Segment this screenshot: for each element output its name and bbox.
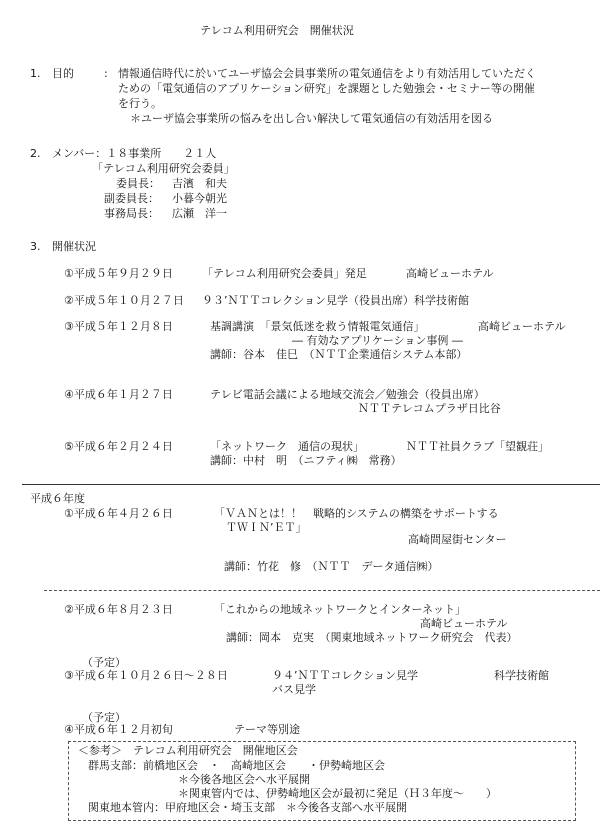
event-speaker: 講師：竹花 修 （ＮＴＴ データ通信㈱） (224, 560, 439, 573)
purpose-line-1: 情報通信時代に於いてユーザ協会会員事業所の電気通信をより有効活用していただく (118, 67, 536, 80)
member-role: 副委員長： (104, 192, 159, 205)
reference-line: 群馬支部：前橋地区会 ・ 高崎地区会 ・伊勢崎地区会 (88, 759, 385, 772)
event-date: ②平成６年８月２３日 (64, 603, 173, 616)
event-text: 「これからの地域ネットワークとインターネット」 (214, 603, 467, 616)
event-date: ②平成５年１０月２７日 (64, 294, 184, 307)
event-subtitle: バス見学 (272, 683, 316, 696)
section-1-label: 目的 (52, 67, 74, 80)
event-place: 高崎ビューホテル (478, 320, 566, 333)
reference-title: ＜参考＞ テレコム利用研究会 開催地区会 (78, 744, 298, 757)
purpose-line-3: を行う。 (118, 97, 162, 110)
member-name: 吉濱 和夫 (172, 177, 227, 190)
event-speaker: 講師：岡本 克実 （関東地域ネットワーク研究会 代表） (226, 631, 518, 644)
reference-note: ＊関東管内では、伊勢崎地区会が最初に発足（Ｈ３年度～ ） (178, 787, 497, 800)
event-place: ＮＴＴ社員クラブ「望観荘」 (406, 440, 549, 453)
event-place: ＮＴＴテレコムプラザ日比谷 (358, 402, 501, 415)
member-role: 委員長： (116, 177, 160, 190)
event-date: ④平成６年１月２７日 (64, 388, 173, 401)
dashed-divider (44, 590, 600, 591)
fiscal-year-label: 平成６年度 (30, 492, 85, 505)
section-1-number: 1. (30, 67, 41, 80)
event-speaker: 講師：中村 明 （ニフティ㈱ 常務） (210, 454, 402, 467)
event-date: ④平成６年１２月初旬 (64, 723, 173, 736)
event-text: テレビ電話会議による地域交流会／勉強会（役員出席） (210, 388, 485, 401)
purpose-line-2: ための「電気通信のアプリケーション研究」を課題とした勉強会・セミナー等の開催 (118, 82, 535, 95)
section-3-label: 開催状況 (52, 240, 96, 253)
member-name: 広瀬 洋一 (172, 207, 227, 220)
member-role: 事務局長： (104, 207, 159, 220)
section-1-colon: : (104, 67, 108, 80)
event-date: ⑤平成６年２月２４日 (64, 440, 173, 453)
event-subtitle: ― 有効なアプリケーション事例 ― (292, 334, 463, 347)
event-date: ③平成６年１０月２６日～２８日 (64, 669, 228, 682)
event-text: 「ＶＡＮとは！！ 戦略的システムの構築をサポートする (214, 507, 499, 520)
event-speaker: 講師：谷本 佳巳 （ＮＴＴ企業通信システム本部） (210, 348, 468, 361)
event-date: ①平成６年４月２６日 (64, 507, 173, 520)
planned-tag: （予定） (82, 656, 126, 669)
section-2-number: 2. (30, 147, 41, 160)
event-place: 高崎問屋街センター (408, 533, 507, 546)
event-date: ③平成５年１２月８日 (64, 320, 173, 333)
page-title: テレコム利用研究会 開催状況 (200, 24, 354, 37)
event-text: ＴＷＩＮ’ＥＴ」 (226, 521, 307, 534)
event-text: 「ネットワーク 通信の現状」 (210, 440, 364, 453)
section-3-number: 3. (30, 240, 41, 253)
section-divider (22, 484, 600, 485)
planned-tag: （予定） (82, 711, 126, 724)
event-place: 高崎ビューホテル (420, 617, 508, 630)
purpose-note: ＊ユーザ協会事業所の悩みを出し合い解決して電気通信の有効活用を図る (130, 112, 493, 125)
event-date: ①平成５年９月２９日 (64, 267, 173, 280)
event-text: 「テレコム利用研究会委員」発足 (202, 267, 367, 280)
committee-group: 「テレコム利用研究会委員」 (92, 162, 235, 175)
reference-line: 関東地本管内：甲府地区会・埼玉支部 ＊今後各支部へ水平展開 (88, 801, 407, 814)
event-text: 基調講演 「景気低迷を救う情報電気通信」 (210, 320, 425, 333)
members-count: メンバー：１８事業所 ２１人 (52, 147, 217, 160)
event-place: 高崎ビューホテル (406, 267, 494, 280)
reference-note: ＊今後各地区会へ水平展開 (178, 773, 310, 786)
event-text: テーマ等別途 (234, 723, 300, 736)
event-text: ９３’ＮＴＴコレクション見学（役員出席）科学技術館 (202, 294, 470, 307)
member-name: 小暮今朝光 (172, 192, 227, 205)
event-place: 科学技術館 (494, 669, 549, 682)
event-text: ９４’ＮＴＴコレクション見学 (272, 669, 419, 682)
